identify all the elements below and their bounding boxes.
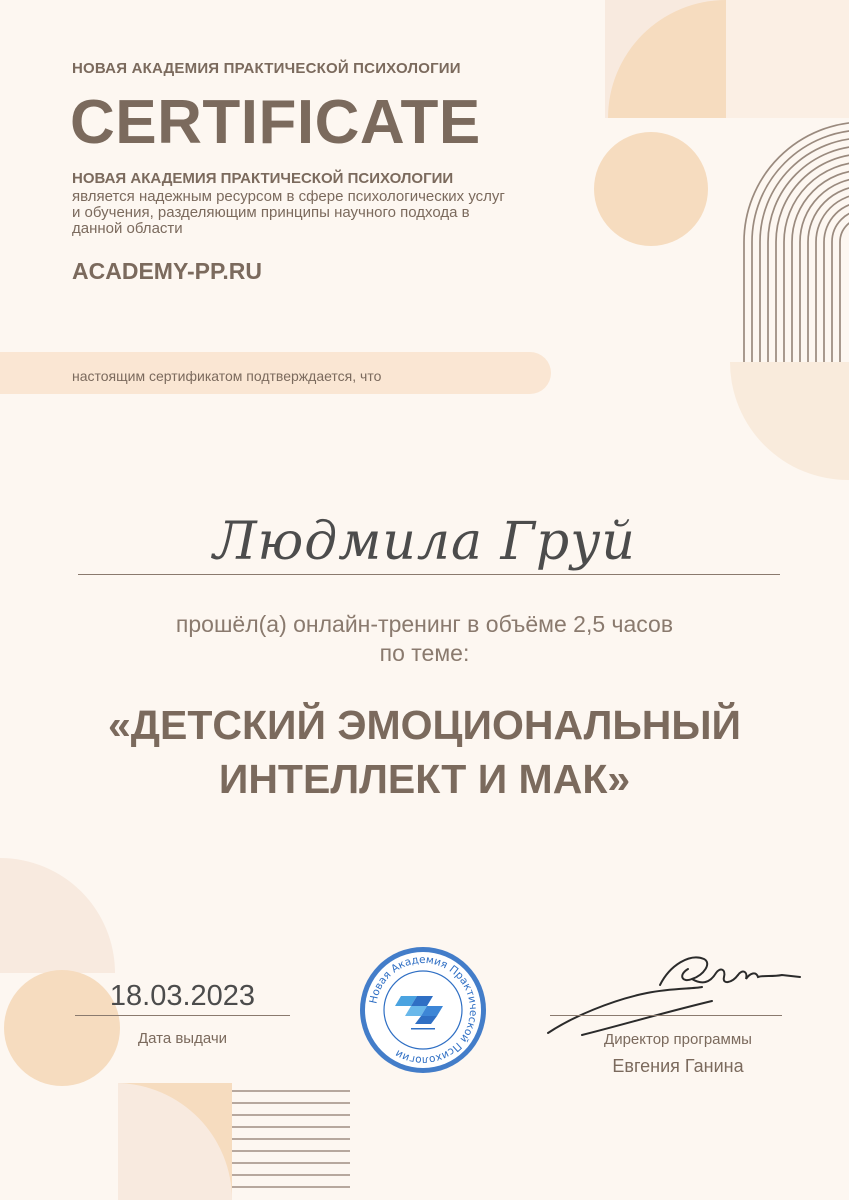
horizontal-lines-icon	[232, 1091, 350, 1187]
topic-line-1: «ДЕТСКИЙ ЭМОЦИОНАЛЬНЫЙ	[107, 702, 742, 748]
course-line-1: прошёл(а) онлайн-тренинг в объёме 2,5 часов	[175, 611, 674, 637]
website-link[interactable]: ACADEMY-PP.RU	[72, 258, 262, 284]
course-line-2: по теме:	[379, 640, 470, 666]
signature-icon	[542, 945, 804, 1040]
recipient-name: Людмила Груй	[213, 512, 636, 572]
seal-text: Новая Академия Практической Психологии	[367, 953, 480, 1067]
director-role: Директор программы	[604, 1031, 752, 1048]
seal-icon	[357, 944, 489, 1076]
course-description	[0, 610, 849, 668]
date-underline	[75, 1015, 290, 1016]
organization-description: является надежным ресурсом в сфере психологических услуг и обучения, разделяющим принципы научного подхода в данной области	[72, 188, 505, 237]
topic-line-2: ИНТЕЛЛЕКТ И МАК»	[218, 756, 631, 802]
issue-date-label: Дата выдачи	[137, 1030, 228, 1047]
signature-underline	[550, 1015, 782, 1016]
director-name: Евгения Ганина	[612, 1056, 744, 1076]
arch-lines-icon	[744, 122, 849, 362]
certificate-title: CERTIFICATE	[70, 88, 481, 157]
recipient-underline	[78, 574, 780, 575]
organization-name-repeat: НОВАЯ АКАДЕМИЯ ПРАКТИЧЕСКОЙ ПСИХОЛОГИИ	[72, 170, 454, 187]
issue-date: 18.03.2023	[109, 980, 256, 1012]
confirmation-text: настоящим сертификатом подтверждается, что	[72, 368, 382, 384]
course-topic	[0, 698, 849, 806]
organization-name: НОВАЯ АКАДЕМИЯ ПРАКТИЧЕСКОЙ ПСИХОЛОГИИ	[72, 60, 461, 77]
